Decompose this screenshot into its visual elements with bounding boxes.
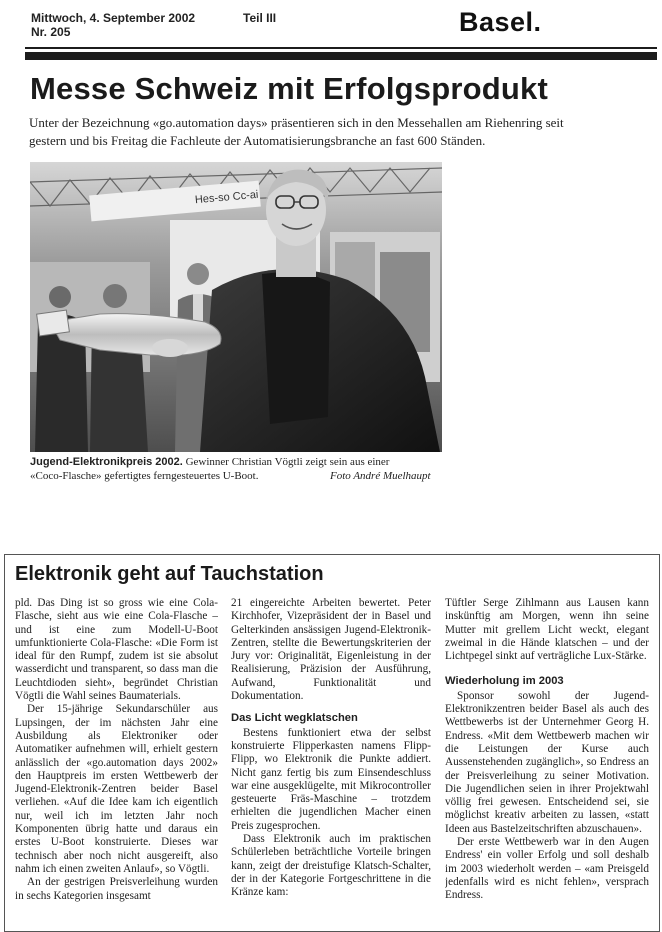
masthead-rule-thick — [25, 52, 657, 60]
photo-credit: Foto André Muelhaupt — [330, 470, 431, 482]
paragraph: Der erste Wettbewerb war in den Augen Endress' ein voller Erfolg und soll deshalb im 2003 wiederholt werden – «am Preisgeld jedenfalls wird es nicht fehlen», versprach Endress. — [445, 836, 649, 902]
photo-scene — [30, 162, 442, 452]
story-column-3 — [445, 597, 649, 922]
story-column-1 — [15, 597, 218, 922]
paragraph: Bestens funktioniert etwa der selbst konstruierte Flipperkasten namens Flipp-Flipp, wo Elektronik die Punkte addiert. Nicht ganz fertig bis zum Einsendeschluss war eine ausgeklügelte, mit Mikrocontroller gesteuerte Fräs-Maschine – trotzdem erhielten die jugendlichen Macher einen Preis zugesprochen. — [231, 726, 431, 832]
paragraph: Dass Elektronik auch im praktischen Schülerleben beträchtliche Vorteile bringen kann, zeigt der dreistufige Klatsch-Schalter, der in der Kategorie Fortgeschrittene in die Kränze kam: — [231, 833, 431, 899]
news-photo — [30, 162, 442, 452]
subheading: Das Licht wegklatschen — [231, 712, 358, 725]
photo-caption-bold: Jugend-Elektronikpreis 2002. — [30, 456, 183, 468]
article-headline: Messe Schweiz mit Erfolgsprodukt — [30, 71, 549, 106]
article-lead-line-1: Unter der Bezeichnung «go.automation days» präsentieren sich in den Messehallen am Riehenring seit — [29, 115, 564, 130]
paragraph: 21 eingereichte Arbeiten bewertet. Peter Kirchhofer, Vizepräsident der in Basel und Gelterkinden ansässigen Jugend-Elektronik-Zentren, stellte die Bewertungskriterien der Jury vor: Originalität, Eigenleistung in der Realisierung, Präzision der Ausführung, Aufwand, Funktionalität und Dokumentation. — [231, 597, 431, 703]
photo-caption-line-1 — [30, 455, 442, 469]
masthead-rule-thin — [25, 47, 657, 49]
booth-sign-text: Hes-so Cc-ai — [194, 188, 259, 207]
article-lead-line-2: gestern und bis Freitag die Fachleute der Automatisierungsbranche an fast 600 Ständen. — [29, 133, 486, 148]
section-title: Basel. — [459, 7, 542, 37]
paragraph: Sponsor sowohl der Jugend-Elektronikzentren beider Basel als auch des Wettbewerbs ist der Unternehmer Georg H. Endress. «Mit dem Wettbewerb machen wir die Leistungen der Kurse auch Aussenstehenden zugänglich», so Endress an der Preisverleihung zu seiner Motivation. Die Jugendlichen seien in ihrer Projektwahl völlig frei gewesen. Entscheidend sei, sie möglichst kreativ arbeiten zu lassen, «statt Ideen aus Bastelzeitschriften abzuschauen». — [445, 689, 649, 835]
story-column-2 — [231, 597, 431, 922]
issue-number: Nr. 205 — [31, 25, 71, 39]
photo-caption-text: Gewinner Christian Vögtli zeigt sein aus einer — [185, 456, 390, 468]
paragraph: pld. Das Ding ist so gross wie eine Cola-Flasche, sieht aus wie eine Cola-Flasche – und ist eine zum Modell-U-Boot umfunktionierte Cola-Flasche: «Die Form ist ideal für den Rumpf, zudem ist sie absolut wasserdicht und transparent, so dass man die Leuchtdioden sieht», begründet Christian Vögtli die Wahl seines Baumaterials. — [15, 597, 218, 703]
photo-caption-line-2: «Coco-Flasche» gefertigtes ferngesteuertes U-Boot. — [30, 470, 259, 482]
issue-date: Mittwoch, 4. September 2002 — [31, 11, 196, 25]
paragraph: Tüftler Serge Zihlmann aus Lausen kann inskünftig am Morgen, wenn ihn seine Mutter mit grellem Licht weckt, elegant zweimal in die Hände klatschen – und der Lichtpegel sinkt auf verträgliche Lux-Stärke. — [445, 597, 649, 663]
section-part: Teil III — [243, 11, 277, 25]
story-headline: Elektronik geht auf Tauchstation — [15, 563, 324, 585]
paragraph: An der gestrigen Preisverleihung wurden in sechs Kategorien insgesamt — [15, 876, 218, 902]
paragraph: Der 15-jährige Sekundarschüler aus Lupsingen, der im nächsten Jahr eine Ausbildung als Elektroniker oder Automatiker aufnehmen will, erhielt gestern anlässlich der «go.automation days 2002» den Hauptpreis im ersten Wettbewerb der Jugend-Elektronik-Zentren beider Basel verliehen. «Auf die Idee kam ich eigentlich nur, weil ich im letzten Jahr noch Komponenten übrig hatte und daraus ein erstes U-Boot konstruierte. Dieses war technisch aber noch nicht ausgereift, also nahm ich einen zweiten Anlauf», so Vögtli. — [15, 703, 218, 875]
subheading: Wiederholung im 2003 — [445, 675, 564, 688]
